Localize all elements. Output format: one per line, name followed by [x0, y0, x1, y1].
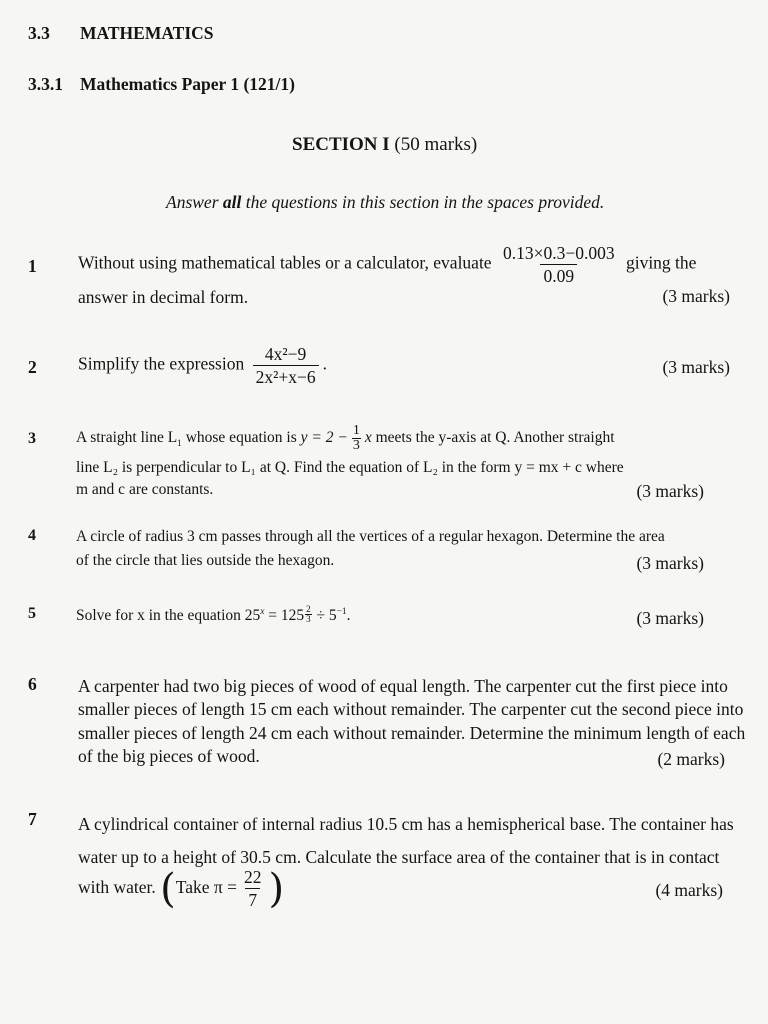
q5-end: . [346, 607, 351, 624]
q3-line1-sub: 1 [177, 439, 182, 450]
question-4-marks: (3 marks) [636, 553, 704, 573]
question-3-line-1 [76, 424, 615, 453]
question-number: 2 [28, 357, 37, 377]
question-7-line-3 [78, 862, 284, 912]
instructions-emphasis: all [222, 192, 242, 212]
q5-exp-fraction [305, 605, 312, 624]
section-name: SECTION I [292, 134, 390, 155]
q1-fraction [500, 243, 618, 286]
instructions-post: the questions in this section in the spaces provided. [241, 192, 605, 212]
question-6-marks: (2 marks) [657, 749, 725, 769]
question-6-line-1: A carpenter had two big pieces of wood of equal length. The carpenter cut the first piece into [78, 676, 728, 696]
question-7-marks: (4 marks) [655, 880, 723, 900]
q5-text-post: ÷ 5 [312, 607, 337, 624]
question-number: 5 [28, 605, 36, 622]
q3-eq-fraction [352, 424, 361, 453]
q1-text-post: giving the [625, 252, 697, 273]
question-number: 7 [28, 809, 37, 829]
question-6-line-4: of the big pieces of wood. [78, 746, 260, 766]
q3-line1-mid: whose equation is [181, 429, 297, 447]
q2-denominator: 2x²+x−6 [253, 365, 319, 387]
q2-text-post: . [322, 353, 327, 374]
q2-fraction [253, 344, 319, 387]
q3-eq-post: x [364, 429, 372, 447]
q7-take-label: Take π = [175, 877, 237, 897]
question-1-line-1 [78, 243, 696, 286]
q1-text-pre: Without using mathematical tables or a calculator, evaluate [78, 252, 492, 273]
question-2-line-1 [78, 344, 327, 387]
question-number: 6 [28, 674, 37, 694]
q3-line1-pre: A straight line L [76, 429, 178, 447]
q7-line3-text: with water. [78, 877, 156, 897]
question-7-line-2: water up to a height of 30.5 cm. Calculate the surface area of the container that is in contact [78, 847, 720, 867]
q7-pi-fraction [241, 867, 265, 910]
q3-eq-pre: y = 2 − [300, 429, 348, 447]
question-3-line-3: m and c are constants. [76, 481, 214, 498]
q1-numerator: 0.13×0.3−0.003 [502, 243, 615, 263]
q2-text-pre: Simplify the expression [78, 353, 245, 374]
question-1-marks: (3 marks) [662, 286, 730, 306]
paper-number: 3.3.1 [28, 74, 63, 94]
question-6-line-2: smaller pieces of length 15 cm each without remainder. The carpenter cut the second piece into [78, 699, 744, 719]
question-5-line-1 [76, 605, 350, 627]
q5-exp-x: x [260, 606, 265, 617]
q7-pi-den: 7 [245, 888, 260, 910]
question-3-marks: (3 marks) [636, 481, 704, 501]
q3-line1-post: meets the y-axis at Q. Another straight [375, 429, 615, 447]
question-3-line-2: line L₂ is perpendicular to L₁ at Q. Find the equation of L₂ in the form y = mx + c where [76, 459, 624, 476]
instructions-pre: Answer [166, 192, 223, 212]
section-number: 3.3 [28, 23, 50, 43]
q2-numerator: 4x²−9 [264, 344, 307, 364]
instructions [166, 191, 604, 213]
section-heading: MATHEMATICS [80, 23, 214, 43]
q5-exp-den: 3 [306, 614, 311, 624]
q3-eq-den: 3 [352, 438, 360, 453]
question-number: 1 [28, 256, 37, 276]
question-number: 3 [28, 430, 36, 447]
question-4-line-2: of the circle that lies outside the hexagon. [76, 552, 335, 569]
q5-text-pre: Solve for x in the equation 25 [76, 607, 261, 624]
question-7-line-1: A cylindrical container of internal radius 10.5 cm has a hemispherical base. The container has [78, 814, 734, 834]
paper-title: Mathematics Paper 1 (121/1) [80, 74, 295, 94]
question-2-marks: (3 marks) [662, 357, 730, 377]
right-paren-glyph: ) [268, 865, 285, 912]
q7-pi-num: 22 [243, 867, 262, 888]
q3-eq-num: 1 [352, 423, 360, 438]
question-6-line-3: smaller pieces of length 24 cm each without remainder. Determine the minimum length of each [78, 723, 746, 743]
left-paren-glyph: ( [160, 865, 176, 912]
question-4-line-1: A circle of radius 3 cm passes through all the vertices of a regular hexagon. Determine the area [76, 528, 665, 545]
question-number: 4 [28, 527, 36, 544]
q5-mid: = 125 [264, 607, 305, 624]
section-marks: (50 marks) [394, 134, 478, 155]
q5-exp-num: 2 [306, 604, 311, 614]
section-title [292, 134, 477, 156]
q1-denominator: 0.09 [540, 264, 577, 286]
q5-exp-neg: −1 [336, 606, 347, 617]
question-1-line-2: answer in decimal form. [78, 287, 249, 307]
question-5-marks: (3 marks) [636, 608, 704, 628]
